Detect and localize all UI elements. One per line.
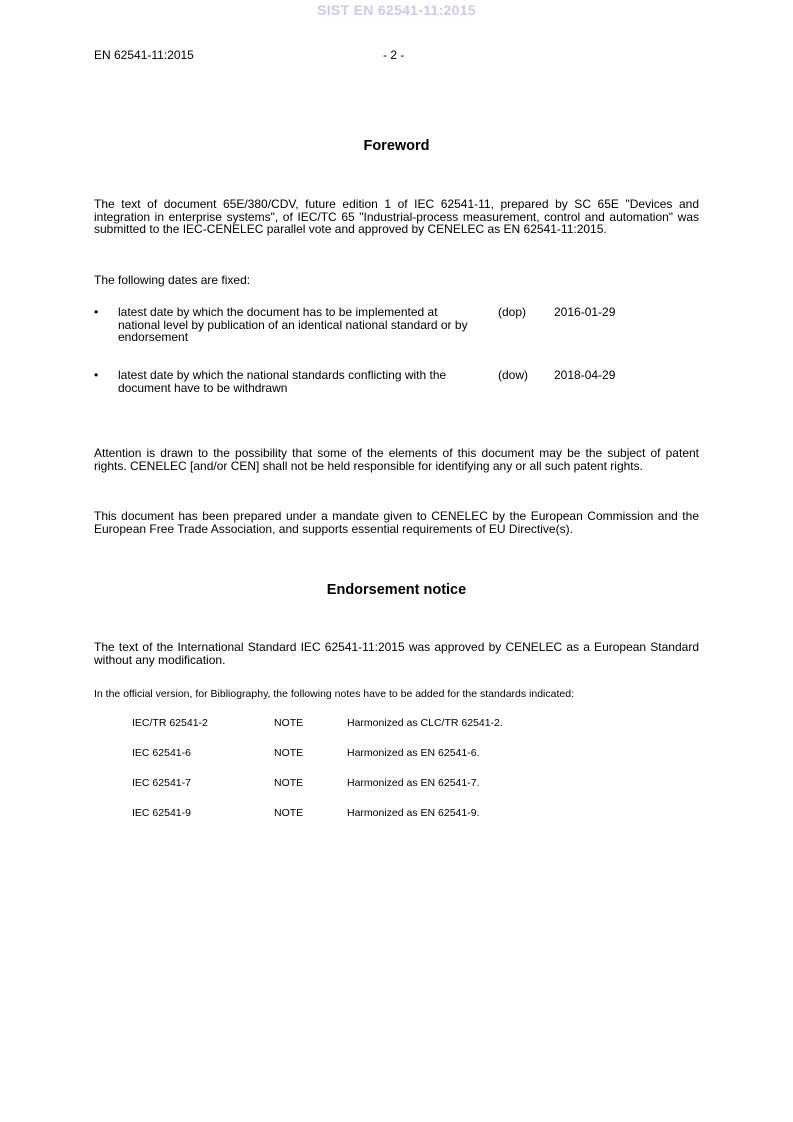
note-label: NOTE bbox=[274, 777, 304, 789]
header-doc-id: EN 62541-11:2015 bbox=[94, 48, 194, 62]
list-item-date: 2016-01-29 bbox=[554, 305, 616, 319]
note-standard: IEC 62541-9 bbox=[132, 807, 191, 819]
bullet-icon: • bbox=[94, 305, 99, 319]
list-item-text: latest date by which the national standards conflicting with the document have to be withdrawn bbox=[118, 368, 447, 395]
bibliography-intro: In the official version, for Bibliography, the following notes have to be added for the standards indicated: bbox=[94, 688, 574, 700]
note-standard: IEC/TR 62541-2 bbox=[132, 717, 208, 729]
endorsement-title: Endorsement notice bbox=[326, 582, 467, 598]
table-row bbox=[0, 717, 793, 731]
table-row bbox=[0, 807, 793, 821]
dates-intro: The following dates are fixed: bbox=[94, 273, 251, 287]
note-standard: IEC 62541-7 bbox=[132, 777, 191, 789]
table-row bbox=[0, 747, 793, 761]
endorsement-paragraph: The text of the International Standard IEC 62541-11:2015 was approved by CENELEC as a European Standard without any modification. bbox=[94, 640, 699, 667]
table-row bbox=[0, 777, 793, 791]
list-item-text: latest date by which the document has to be implemented at national level by publication of an identical national standard or by endorsement bbox=[118, 305, 468, 344]
attention-paragraph: Attention is drawn to the possibility that some of the elements of this document may be the subject of patent rights. CENELEC [and/or CEN] shall not be held responsible for identifying any or all such patent rights. bbox=[94, 446, 699, 473]
mandate-paragraph: This document has been prepared under a mandate given to CENELEC by the European Commission and the European Free Trade Association, and supports essential requirements of EU Directive(s). bbox=[94, 509, 699, 536]
note-text: Harmonized as EN 62541-6. bbox=[347, 747, 480, 759]
note-label: NOTE bbox=[274, 717, 304, 729]
list-item-code: (dop) bbox=[498, 305, 527, 319]
note-label: NOTE bbox=[274, 807, 304, 819]
note-text: Harmonized as CLC/TR 62541-2. bbox=[347, 717, 503, 729]
list-item-date: 2018-04-29 bbox=[554, 368, 616, 382]
watermark: SIST EN 62541-11:2015 bbox=[317, 2, 476, 18]
foreword-paragraph: The text of document 65E/380/CDV, future edition 1 of IEC 62541-11, prepared by SC 65E "Devices and integration in enterprise systems", of IEC/TC 65 "Industrial-process measurement, control and automation" was submitted to the IEC-CENELEC parallel vote and approved by CENELEC as EN 62541-11:2015. bbox=[94, 197, 699, 236]
note-standard: IEC 62541-6 bbox=[132, 747, 191, 759]
foreword-title: Foreword bbox=[363, 138, 430, 154]
header-page-number: - 2 - bbox=[383, 48, 405, 62]
bullet-icon: • bbox=[94, 368, 99, 382]
list-item-code: (dow) bbox=[498, 368, 529, 382]
note-label: NOTE bbox=[274, 747, 304, 759]
note-text: Harmonized as EN 62541-7. bbox=[347, 777, 480, 789]
note-text: Harmonized as EN 62541-9. bbox=[347, 807, 480, 819]
